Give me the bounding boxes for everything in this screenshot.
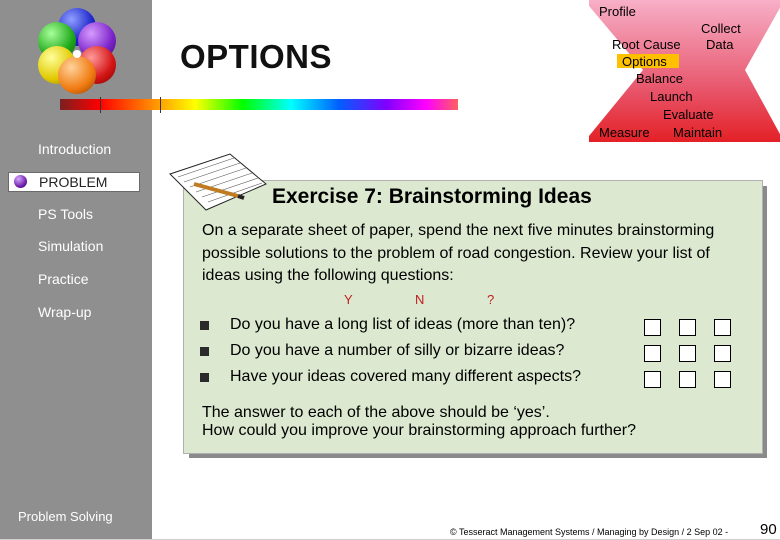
question-text: Do you have a number of silly or bizarre ideas? <box>230 342 565 359</box>
page-title: OPTIONS <box>180 38 333 75</box>
funnel-collect: Collect <box>701 21 741 36</box>
nav-item-wrap-up[interactable]: Wrap-up <box>38 304 92 320</box>
question-text: Have your ideas covered many different aspects? <box>230 368 582 385</box>
question-text: Do you have a long list of ideas (more than ten)? <box>230 316 576 333</box>
funnel-options: Options <box>622 54 667 69</box>
nav-item-simulation[interactable]: Simulation <box>38 238 104 254</box>
bullet-icon <box>200 321 209 330</box>
active-bullet-icon <box>14 175 27 188</box>
bullet-icon <box>200 347 209 356</box>
checkbox-q2-unsure[interactable] <box>714 345 731 362</box>
exercise-footer-line1: The answer to each of the above should be ‘yes’. <box>202 404 550 421</box>
footer-separator: - <box>725 527 729 537</box>
checkbox-q2-yes[interactable] <box>644 345 661 362</box>
copyright-label: © Tesseract Management Systems / Managing by Design / 2 Sep 02 <box>450 527 723 537</box>
divider-tick <box>100 97 101 113</box>
funnel-profile: Profile <box>599 4 636 19</box>
column-no: N <box>415 292 425 307</box>
nav-item-label: PROBLEM <box>39 174 108 190</box>
rainbow-divider <box>60 99 458 110</box>
checkbox-q3-unsure[interactable] <box>714 371 731 388</box>
funnel-evaluate: Evaluate <box>663 107 714 122</box>
exercise-footer-line2: How could you improve your brainstorming approach further? <box>202 422 636 439</box>
exercise-intro: On a separate sheet of paper, spend the next five minutes brainstorming possible solutions to the problem of road congestion. Review your list of ideas using the following questions: <box>202 222 715 284</box>
funnel-balance: Balance <box>636 71 683 86</box>
funnel-measure: Measure <box>599 125 650 140</box>
funnel-maintain: Maintain <box>673 125 723 140</box>
logo-balls <box>34 8 120 94</box>
funnel-root-cause: Root Cause <box>612 37 681 52</box>
nav-item-introduction[interactable]: Introduction <box>38 141 112 157</box>
checkbox-q1-no[interactable] <box>679 319 696 336</box>
copyright-text <box>450 527 728 537</box>
nav-item-practice[interactable]: Practice <box>38 271 89 287</box>
checkbox-q3-no[interactable] <box>679 371 696 388</box>
checkbox-q2-no[interactable] <box>679 345 696 362</box>
column-yes: Y <box>344 292 353 307</box>
exercise-footer <box>202 404 752 440</box>
page-number: 90 <box>760 521 777 538</box>
notepad-pencil-icon <box>168 152 268 212</box>
column-unsure: ? <box>487 292 495 307</box>
sidebar-footer: Problem Solving <box>18 509 113 524</box>
funnel-data: Data <box>706 37 734 52</box>
nav-item-problem[interactable] <box>8 172 140 192</box>
funnel-launch: Launch <box>650 89 693 104</box>
exercise-title: Exercise 7: Brainstorming Ideas <box>272 185 592 208</box>
orange-ball-icon <box>58 56 96 94</box>
checkbox-q1-yes[interactable] <box>644 319 661 336</box>
bullet-icon <box>200 373 209 382</box>
nav-item-ps-tools[interactable]: PS Tools <box>38 206 93 222</box>
ball-highlight <box>73 50 81 58</box>
checkbox-q1-unsure[interactable] <box>714 319 731 336</box>
checkbox-q3-yes[interactable] <box>644 371 661 388</box>
divider-tick <box>160 97 161 113</box>
